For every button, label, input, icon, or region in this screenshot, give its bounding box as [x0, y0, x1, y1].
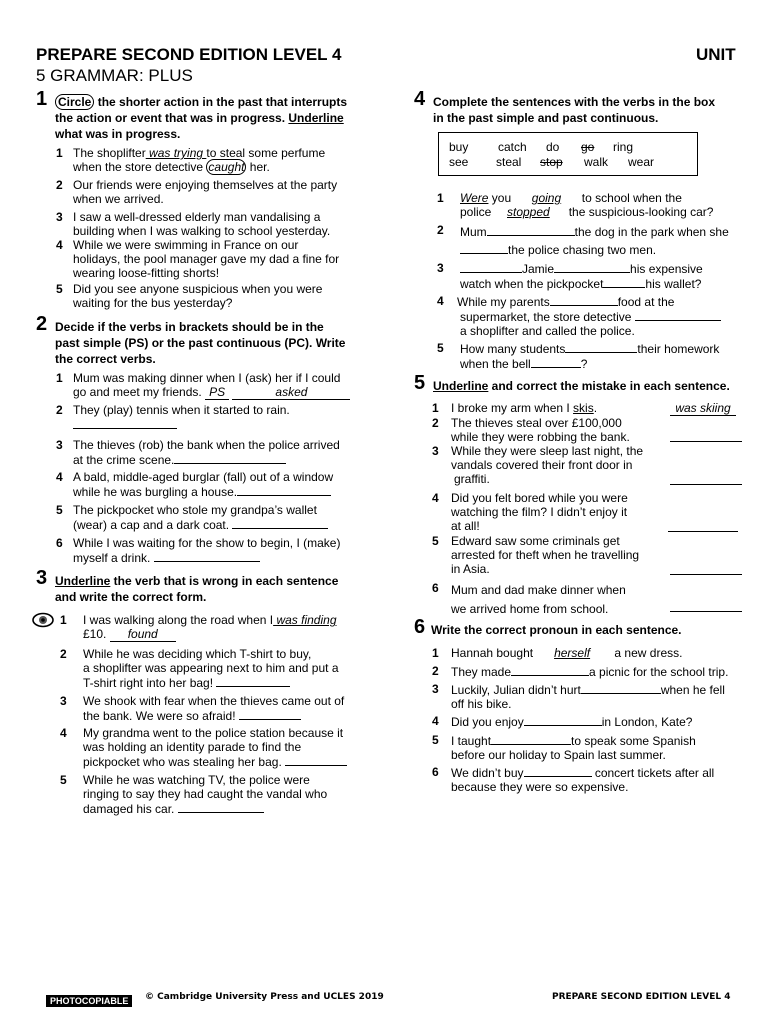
item-number: 4 — [432, 714, 439, 728]
circled-answer: caught — [208, 160, 245, 174]
word-box — [438, 132, 698, 176]
answer-blank[interactable] — [554, 261, 630, 273]
item-text: Hannah bought — [451, 646, 534, 660]
list-item — [451, 401, 671, 415]
instr-underline-word: Underline — [288, 111, 344, 125]
item-text: While my parents — [457, 295, 550, 309]
item-text: watch when the pickpocket — [460, 277, 604, 291]
word-box-word-used: stop — [540, 155, 563, 169]
answer-text: was finding — [273, 613, 337, 627]
item-text: My grandma went to the police station because it — [83, 726, 344, 740]
item-text: While he was deciding which T-shirt to buy, — [83, 647, 312, 661]
item-text: ringing to say they had caught the vandal who — [83, 787, 328, 801]
answer-blank[interactable] — [460, 242, 508, 254]
item-text: £10. — [83, 627, 107, 641]
word-box-word: do — [546, 140, 560, 154]
section-2-instructions — [55, 319, 375, 367]
item-text: their homework — [637, 342, 720, 356]
item-text: her. — [246, 160, 270, 174]
section-2-number: 2 — [36, 313, 48, 335]
section-3-instructions — [55, 573, 375, 605]
item-text: We didn’t buy — [451, 766, 524, 780]
item-text: a picnic for the school trip. — [589, 665, 729, 679]
word-box-word: buy — [449, 140, 469, 154]
item-text: police — [460, 205, 492, 219]
item-number: 5 — [60, 773, 67, 787]
item-number: 2 — [432, 664, 439, 678]
item-text: Mum was making dinner when I (ask) her if I could — [73, 371, 341, 385]
item-text: Edward saw some criminals get — [451, 534, 620, 548]
list-item — [451, 646, 761, 660]
item-number: 5 — [432, 733, 439, 747]
eye-icon — [32, 612, 54, 628]
item-text: While I was waiting for the show to begin, I (make) — [73, 536, 341, 550]
answer-text: PS — [205, 385, 229, 400]
item-text: while he was burgling a house. — [73, 485, 238, 499]
word-box-word: catch — [498, 140, 527, 154]
footer-right: PREPARE SECOND EDITION LEVEL 4 — [552, 992, 731, 1002]
list-item — [73, 371, 373, 400]
list-item — [460, 191, 760, 219]
item-text: the suspicious-looking car? — [565, 205, 714, 219]
item-text: because they were so expensive. — [451, 780, 629, 794]
item-text: Did you felt bored while you were — [451, 491, 628, 505]
list-item — [73, 210, 373, 238]
instr-text: in the past simple and past continuous. — [433, 111, 659, 125]
item-text: Mum and dad make dinner when — [451, 583, 626, 597]
answer-blank[interactable] — [603, 276, 645, 288]
item-text: arrested for theft when he travelling — [451, 548, 640, 562]
item-text: building when I was walking to school yesterday. — [73, 224, 331, 238]
answer-blank[interactable] — [581, 682, 661, 694]
list-item — [73, 178, 373, 206]
footer-copyright: © Cambridge University Press and UCLES 2019 — [145, 992, 384, 1002]
instr-text: past simple (PS) or the past continuous (PC). Write — [55, 336, 346, 350]
word-box-word-used: go — [581, 140, 595, 154]
list-item — [451, 416, 671, 444]
item-text: myself a drink. — [73, 551, 151, 565]
item-number: 4 — [56, 238, 63, 252]
item-number: 5 — [437, 341, 444, 355]
answer-blank[interactable] — [154, 550, 260, 562]
answer-blank[interactable] — [524, 714, 602, 726]
item-text: to speak some Spanish — [571, 734, 696, 748]
list-item — [83, 694, 383, 723]
item-text: Did you see anyone suspicious when you were — [73, 282, 323, 296]
item-text: The thieves (rob) the bank when the police arrived — [73, 438, 340, 452]
instr-circle-word: Circle — [55, 94, 94, 110]
answer-blank[interactable] — [511, 664, 589, 676]
item-number: 5 — [432, 534, 439, 548]
answer-blank[interactable] — [460, 261, 522, 273]
answer-blank[interactable] — [232, 517, 328, 529]
answer-blank[interactable] — [670, 430, 742, 442]
answer-blank[interactable] — [174, 452, 286, 464]
item-text: vandals covered their front door in — [451, 458, 633, 472]
item-text: to school when the — [578, 191, 682, 205]
instr-text: the correct verbs. — [55, 352, 156, 366]
item-number: 6 — [56, 536, 63, 550]
item-text: was holding an identity parade to find the — [83, 740, 302, 754]
item-text: Our friends were enjoying themselves at the party — [73, 178, 338, 192]
photocopiable-badge: PHOTOCOPIABLE — [46, 995, 132, 1007]
list-item — [73, 146, 373, 174]
word-box-word: ring — [613, 140, 634, 154]
instr-text: the shorter action in the past that interrupts — [94, 95, 348, 109]
item-text: While they were sleep last night, the — [451, 444, 644, 458]
list-item — [451, 714, 761, 729]
item-number: 1 — [432, 401, 439, 415]
item-number: 1 — [432, 646, 439, 660]
item-text: waiting for the bus yesterday? — [73, 296, 233, 310]
list-item — [451, 444, 671, 486]
item-text: in Asia. — [451, 562, 490, 576]
section-1-number: 1 — [36, 88, 48, 110]
item-number: 6 — [432, 765, 439, 779]
section-1-instructions — [55, 94, 375, 142]
answer-blank[interactable] — [239, 708, 301, 720]
item-number: 4 — [432, 491, 439, 505]
item-text: They made — [451, 665, 512, 679]
list-item — [451, 664, 761, 679]
item-text: The pickpocket who stole my grandpa’s wallet — [73, 503, 317, 517]
section-6-number: 6 — [414, 616, 426, 638]
item-text: While he was watching TV, the police were — [83, 773, 310, 787]
answer-blank[interactable] — [670, 563, 742, 575]
list-item — [83, 773, 383, 816]
answer-text: found — [110, 627, 176, 642]
item-number: 1 — [56, 371, 63, 385]
item-text: his wallet? — [645, 277, 702, 291]
answer-text: herself — [554, 646, 591, 660]
item-number: 1 — [437, 191, 444, 205]
word-box-word: walk — [584, 155, 609, 169]
instr-text: Complete the sentences with the verbs in the box — [433, 95, 716, 109]
item-number: 4 — [56, 470, 63, 484]
item-text: go and meet my friends. — [73, 385, 202, 399]
item-text: I taught — [451, 734, 492, 748]
item-number: 4 — [437, 294, 444, 308]
footer-photocopiable — [46, 991, 132, 1009]
item-text: They (play) tennis when it started to rain. — [73, 403, 290, 417]
item-number: 1 — [56, 146, 63, 160]
answer-text: asked — [232, 385, 350, 400]
item-text: watching the film? I didn’t enjoy it — [451, 505, 628, 519]
list-item — [460, 261, 760, 291]
answer-text: was skiing — [670, 401, 736, 416]
list-item — [451, 491, 671, 533]
item-text: when the store detective — [73, 160, 207, 174]
item-text: graffiti. — [454, 472, 490, 486]
item-text: We shook with fear when the thieves came out of — [83, 694, 345, 708]
item-text: a new dress. — [611, 646, 683, 660]
item-text: The thieves steal over £100,000 — [451, 416, 622, 430]
item-number: 4 — [60, 726, 67, 740]
item-number: 2 — [432, 416, 439, 430]
item-text: The shoplifter — [73, 146, 146, 160]
section-4-instructions — [433, 94, 753, 126]
list-item — [73, 536, 373, 565]
answer-blank[interactable] — [550, 294, 618, 306]
item-text: concert tickets after all — [591, 766, 715, 780]
item-number: 3 — [437, 261, 444, 275]
answer-blank[interactable] — [491, 733, 571, 745]
instr-underline-word: Underline — [55, 574, 111, 588]
item-text: (wear) a cap and a dark coat. — [73, 518, 230, 532]
item-text: supermarket, the store detective — [460, 310, 632, 324]
answer-blank[interactable] — [216, 675, 290, 687]
list-item — [451, 534, 671, 576]
list-item — [73, 238, 373, 280]
answer-blank[interactable] — [565, 341, 637, 353]
section-4-number: 4 — [414, 88, 426, 110]
page-subtitle: 5 GRAMMAR: PLUS — [36, 66, 193, 85]
page-title: PREPARE SECOND EDITION LEVEL 4 — [36, 45, 342, 64]
item-text: I saw a well-dressed elderly man vandalising a — [73, 210, 321, 224]
answer-blank[interactable] — [670, 600, 742, 612]
section-3-number: 3 — [36, 567, 48, 589]
item-text: we arrived home from school. — [451, 602, 609, 616]
item-text: the police chasing two men. — [508, 243, 657, 257]
item-text: Jamie — [522, 262, 555, 276]
item-text: the dog in the park when she — [574, 225, 729, 239]
item-text: in London, Kate? — [601, 715, 693, 729]
instr-underline-word: Underline — [433, 379, 489, 393]
item-text: damaged his car. — [83, 802, 175, 816]
item-text: at the crime scene. — [73, 453, 175, 467]
section-5-number: 5 — [414, 372, 426, 394]
item-text: While we were swimming in France on our — [73, 238, 299, 252]
answer-blank[interactable] — [668, 520, 738, 532]
list-item — [451, 733, 761, 762]
item-number: 6 — [432, 581, 439, 595]
list-item — [83, 726, 383, 769]
item-number: 3 — [56, 438, 63, 452]
item-number: 2 — [56, 178, 63, 192]
item-text: food at the — [617, 295, 675, 309]
word-box-word: see — [449, 155, 469, 169]
answer-blank[interactable] — [178, 801, 264, 813]
list-item — [460, 341, 760, 371]
answer-blank[interactable] — [635, 309, 721, 321]
list-item — [451, 682, 761, 711]
item-text: before our holiday to Spain last summer. — [451, 748, 666, 762]
list-item — [73, 470, 373, 499]
answer-text: Were — [460, 191, 489, 205]
item-text: a shoplifter and called the police. — [460, 324, 635, 338]
item-text: when he fell — [660, 683, 725, 697]
item-text: the bank. We were so afraid! — [83, 709, 236, 723]
word-box-word: wear — [628, 155, 655, 169]
item-text: I broke my arm when I — [451, 401, 574, 415]
item-text: when we arrived. — [73, 192, 164, 206]
instr-text: Decide if the verbs in brackets should be in the — [55, 320, 324, 334]
unit-label: UNIT — [696, 45, 736, 64]
instr-text: what was in progress. — [55, 127, 181, 141]
item-text: a shoplifter was appearing next to him and put a — [83, 661, 339, 675]
item-number: 5 — [56, 503, 63, 517]
item-number: 3 — [432, 682, 439, 696]
answer-text: was trying — [145, 146, 207, 160]
item-text: How many students — [460, 342, 566, 356]
item-number: 3 — [432, 444, 439, 458]
list-item — [451, 765, 761, 794]
list-item — [73, 438, 373, 467]
list-item — [457, 294, 757, 338]
item-number: 2 — [437, 223, 444, 237]
item-text: Did you enjoy — [451, 715, 524, 729]
list-item — [83, 647, 383, 690]
item-text: you — [488, 191, 515, 205]
item-text: ? — [580, 357, 588, 371]
item-text: Mum — [460, 225, 487, 239]
answer-blank[interactable] — [670, 473, 742, 485]
item-text: his expensive — [630, 262, 703, 276]
answer-blank[interactable] — [531, 356, 581, 368]
item-text: I was walking along the road when I — [83, 613, 274, 627]
underlined-mistake: skis — [573, 401, 594, 415]
item-text: holidays, the pool manager gave my dad a fine for — [73, 252, 340, 266]
list-item — [73, 403, 373, 432]
instr-text: the action or event that was in progress. — [55, 111, 289, 125]
item-number: 5 — [56, 282, 63, 296]
answer-text: going — [531, 191, 562, 205]
item-text: while they were robbing the bank. — [451, 430, 630, 444]
item-number: 3 — [56, 210, 63, 224]
list-item — [460, 223, 760, 259]
item-text: A bald, middle-aged burglar (fall) out of a window — [73, 470, 334, 484]
instr-text: and correct the mistake in each sentence. — [488, 379, 730, 393]
item-text: Luckily, Julian didn’t hurt — [451, 683, 581, 697]
list-item — [451, 581, 671, 619]
section-6-instructions: Write the correct pronoun in each sentence. — [431, 623, 682, 637]
item-text: to steal some perfume — [206, 146, 326, 160]
item-text: T-shirt right into her bag! — [83, 676, 214, 690]
item-text: when the bell — [460, 357, 531, 371]
answer-blank[interactable] — [487, 224, 575, 236]
instr-text: the verb that is wrong in each sentence — [110, 574, 339, 588]
list-item — [73, 282, 373, 310]
word-box-word: steal — [496, 155, 522, 169]
section-5-instructions — [433, 378, 763, 394]
item-text: at all! — [451, 519, 480, 533]
answer-blank[interactable] — [73, 417, 177, 429]
answer-blank[interactable] — [524, 765, 592, 777]
answer-blank[interactable] — [285, 754, 347, 766]
item-number: 2 — [60, 647, 67, 661]
list-item — [83, 613, 383, 642]
item-number: 2 — [56, 403, 63, 417]
item-text: . — [593, 401, 598, 415]
answer-blank[interactable] — [237, 484, 331, 496]
item-text: wearing loose-fitting shorts! — [73, 266, 220, 280]
list-item — [73, 503, 373, 532]
item-number: 1 — [60, 613, 67, 627]
item-number: 3 — [60, 694, 67, 708]
instr-text: and write the correct form. — [55, 590, 207, 604]
answer-text: stopped — [507, 205, 550, 219]
item-text: off his bike. — [451, 697, 512, 711]
item-text: pickpocket who was stealing her bag. — [83, 755, 282, 769]
